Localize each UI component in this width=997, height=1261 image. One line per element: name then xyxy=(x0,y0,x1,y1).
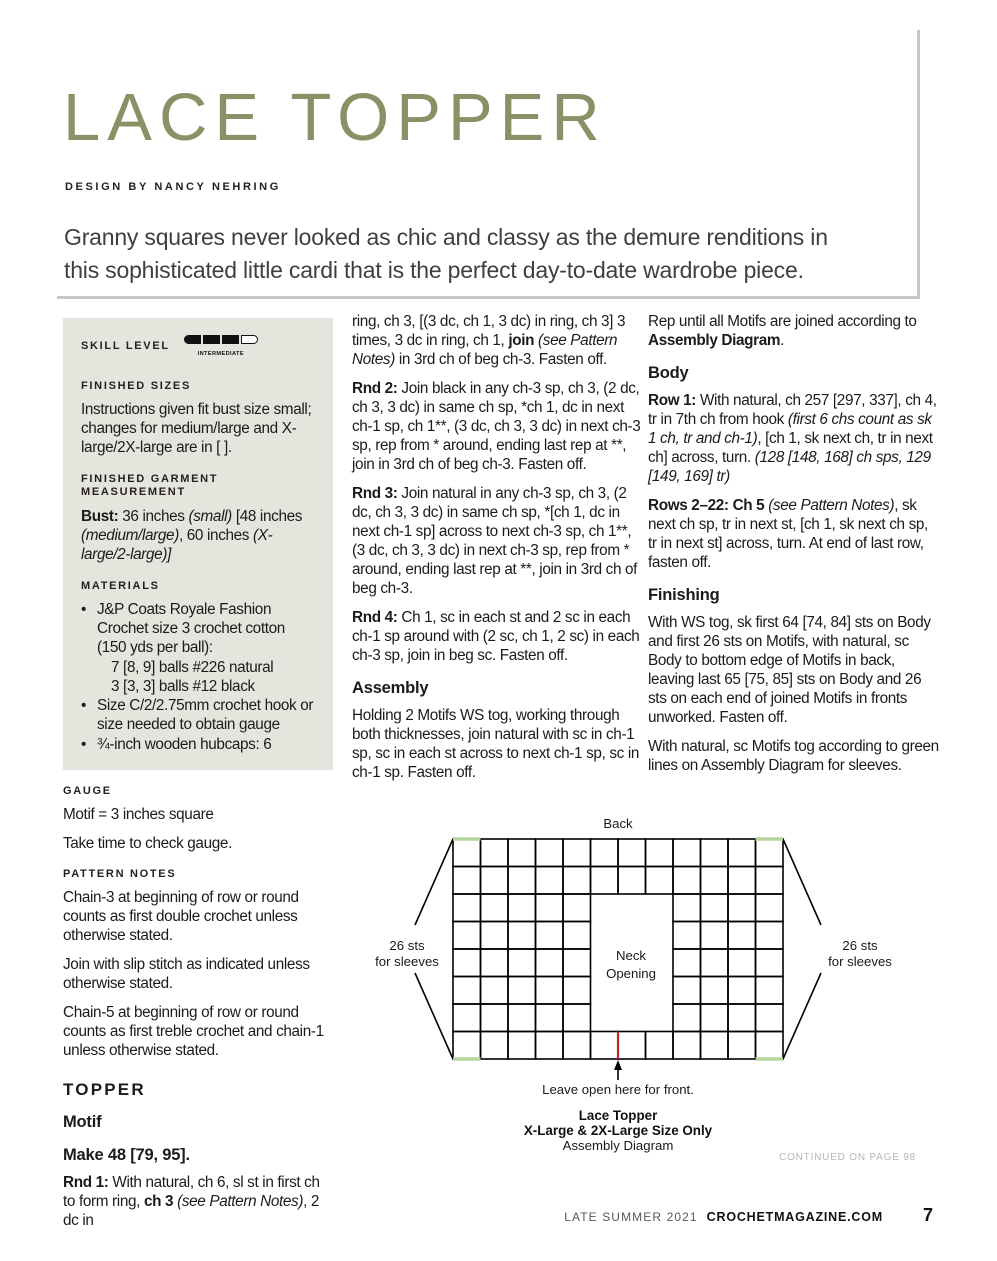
front-arrow-icon xyxy=(614,1060,622,1080)
intro-paragraph: Granny squares never looked as chic and classy as the demure renditions in this sophisticated little cardi that is the perfect day-to-date wardrobe piece. xyxy=(64,224,828,283)
front-open-note: Leave open here for front. xyxy=(542,1082,694,1097)
material-item: • ¾-inch wooden hubcaps: 6 xyxy=(81,735,272,753)
skill-level-row xyxy=(81,335,315,364)
pattern-note: Chain-3 at beginning of row or round counts as first double crochet unless otherwise stated. xyxy=(63,889,299,945)
finishing-heading: Finishing xyxy=(648,586,720,604)
rnd1-instructions: Rnd 1: With natural, ch 6, sl st in first ch to form ring, ch 3 (see Pattern Notes), 2 dc in xyxy=(63,1174,320,1230)
pattern-notes-heading: PATTERN NOTES xyxy=(63,867,177,880)
footer-website: CROCHETMAGAZINE.COM xyxy=(706,1210,883,1224)
material-item: • J&P Coats Royale Fashion Crochet size 3 crochet cotton (150 yds per ball): xyxy=(81,600,285,656)
left-sleeve-label-line1: 26 sts xyxy=(389,938,425,953)
bullet-icon: • xyxy=(81,735,87,753)
garment-measurement-text: Bust: 36 inches (small) [48 inches (medium/large), 60 inches (X-large/2-large)] xyxy=(81,507,303,563)
diagram-back-label: Back xyxy=(603,816,633,831)
assembly-diagram-svg xyxy=(355,808,935,1168)
garment-measurement-heading: FINISHED GARMENT MEASUREMENT xyxy=(81,473,219,499)
diagram-caption-type: Assembly Diagram xyxy=(562,1138,674,1153)
rnd2-instructions: Rnd 2: Join black in any ch-3 sp, ch 3, (2 dc, ch 3, 3 dc) in same ch sp, *ch 1, dc in next ch-1 sp, ch 1**, (3 dc, ch 3, 3 dc) in next ch-3 sp, rep from * around, ending last rep at **, join in 3rd ch of beg ch-3. Fasten off. xyxy=(352,380,641,473)
skill-seg-4 xyxy=(241,335,258,344)
pattern-note: Chain-5 at beginning of row or round counts as first treble crochet and chain-1 unless otherwise stated. xyxy=(63,1004,324,1060)
assembly-instructions: Holding 2 Motifs WS tog, working through both thicknesses, join natural with sc in ch-1 sp, sc in each st across to next ch-1 sp, sc in ch-1 sp. Fasten off. xyxy=(352,707,640,781)
body-heading: Body xyxy=(648,364,689,382)
assembly-heading: Assembly xyxy=(352,679,429,697)
finishing-para1: With WS tog, sk first 64 [74, 84] sts on Body and first 26 sts on Motifs, with natural, sc Body to bottom edge of Motifs in back, leaving last 65 [75, 85] sts on Body and 26 sts on each end of joined Motifs in fronts unworked. Fasten off. xyxy=(648,614,931,726)
neck-opening-label-line2: Opening xyxy=(606,966,656,981)
continued-note: CONTINUED ON PAGE 98 xyxy=(779,1152,916,1163)
skill-level-label: SKILL LEVEL xyxy=(81,340,170,352)
material-subitem: 7 [8, 9] balls #226 natural xyxy=(111,658,274,676)
page-title: LACE TOPPER xyxy=(63,80,607,155)
bullet-icon: • xyxy=(81,696,87,714)
finishing-para2: With natural, sc Motifs tog according to green lines on Assembly Diagram for sleeves. xyxy=(648,738,939,774)
footer-page-number: 7 xyxy=(922,1205,933,1225)
gauge-text: Motif = 3 inches square xyxy=(63,805,214,823)
column-left xyxy=(63,318,333,1240)
motif-heading: Motif xyxy=(63,1113,102,1132)
finished-sizes-text: Instructions given fit bust size small; changes for medium/large and X-large/2X-large are in [ ]. xyxy=(81,401,312,457)
assembly-diagram xyxy=(355,808,935,1168)
pattern-note: Join with slip stitch as indicated unless otherwise stated. xyxy=(63,956,310,993)
pattern-info-box xyxy=(63,318,333,770)
page-footer xyxy=(0,1205,933,1226)
neck-opening-label-line1: Neck xyxy=(615,948,647,963)
diagram-caption-sizes: X-Large & 2X-Large Size Only xyxy=(523,1123,713,1138)
gauge-text: Take time to check gauge. xyxy=(63,834,232,852)
skill-level-meter-icon xyxy=(184,335,258,364)
diagram-caption-title: Lace Topper xyxy=(578,1108,658,1123)
skill-seg-1 xyxy=(184,335,201,344)
gauge-heading: GAUGE xyxy=(63,784,112,797)
skill-level-value: INTERMEDIATE xyxy=(197,351,244,357)
material-subitem: 3 [3, 3] balls #12 black xyxy=(111,677,255,695)
footer-issue: LATE SUMMER 2021 xyxy=(564,1210,698,1224)
rnd1-continued: ring, ch 3, [(3 dc, ch 1, 3 dc) in ring, ch 3] 3 times, 3 dc in ring, ch 1, join (see Pattern Notes) in 3rd ch of beg ch-3. Fasten off. xyxy=(352,313,626,368)
make-heading: Make 48 [79, 95]. xyxy=(63,1146,190,1165)
materials-heading: MATERIALS xyxy=(81,579,160,592)
skill-seg-3 xyxy=(222,335,239,344)
rnd4-instructions: Rnd 4: Ch 1, sc in each st and 2 sc in each ch-1 sp around with (2 sc, ch 1, 2 sc) in each ch-3 sp, join in beg sc. Fasten off. xyxy=(352,609,640,664)
designer-byline: DESIGN BY NANCY NEHRING xyxy=(65,181,281,193)
right-sleeve-label-line1: 26 sts xyxy=(842,938,878,953)
skill-seg-2 xyxy=(203,335,220,344)
rnd3-instructions: Rnd 3: Join natural in any ch-3 sp, ch 3, (2 dc, ch 3, 3 dc) in same ch sp, *[ch 1, dc in next ch-1 sp] across to next ch-3 sp, ch 1**, (3 dc, ch 3, 3 dc) in next ch-3 sp, rep from * around, ending last rep at **, join in 3rd ch of beg ch-3. xyxy=(352,485,638,597)
assembly-continued: Rep until all Motifs are joined according to Assembly Diagram. xyxy=(648,313,917,349)
row1-instructions: Row 1: With natural, ch 257 [297, 337], ch 4, tr in 7th ch from hook (first 6 chs count as sk 1 ch, tr and ch-1), [ch 1, sk next ch, tr in next ch] across, turn. (128 [148, 168] ch sps, 129 [149, 169] tr) xyxy=(648,392,937,485)
topper-heading: TOPPER xyxy=(63,1080,146,1100)
column-middle xyxy=(352,312,644,792)
column-right xyxy=(648,312,940,785)
material-item: • Size C/2/2.75mm crochet hook or size needed to obtain gauge xyxy=(81,696,314,733)
rows2-22-instructions: Rows 2–22: Ch 5 (see Pattern Notes), sk next ch sp, tr in next st, [ch 1, sk next ch sp, tr in next st] across, turn. At end of last row, fasten off. xyxy=(648,497,928,571)
left-sleeve-label-line2: for sleeves xyxy=(375,954,439,969)
finished-sizes-heading: FINISHED SIZES xyxy=(81,380,191,392)
bullet-icon: • xyxy=(81,600,87,618)
right-sleeve-label-line2: for sleeves xyxy=(828,954,892,969)
